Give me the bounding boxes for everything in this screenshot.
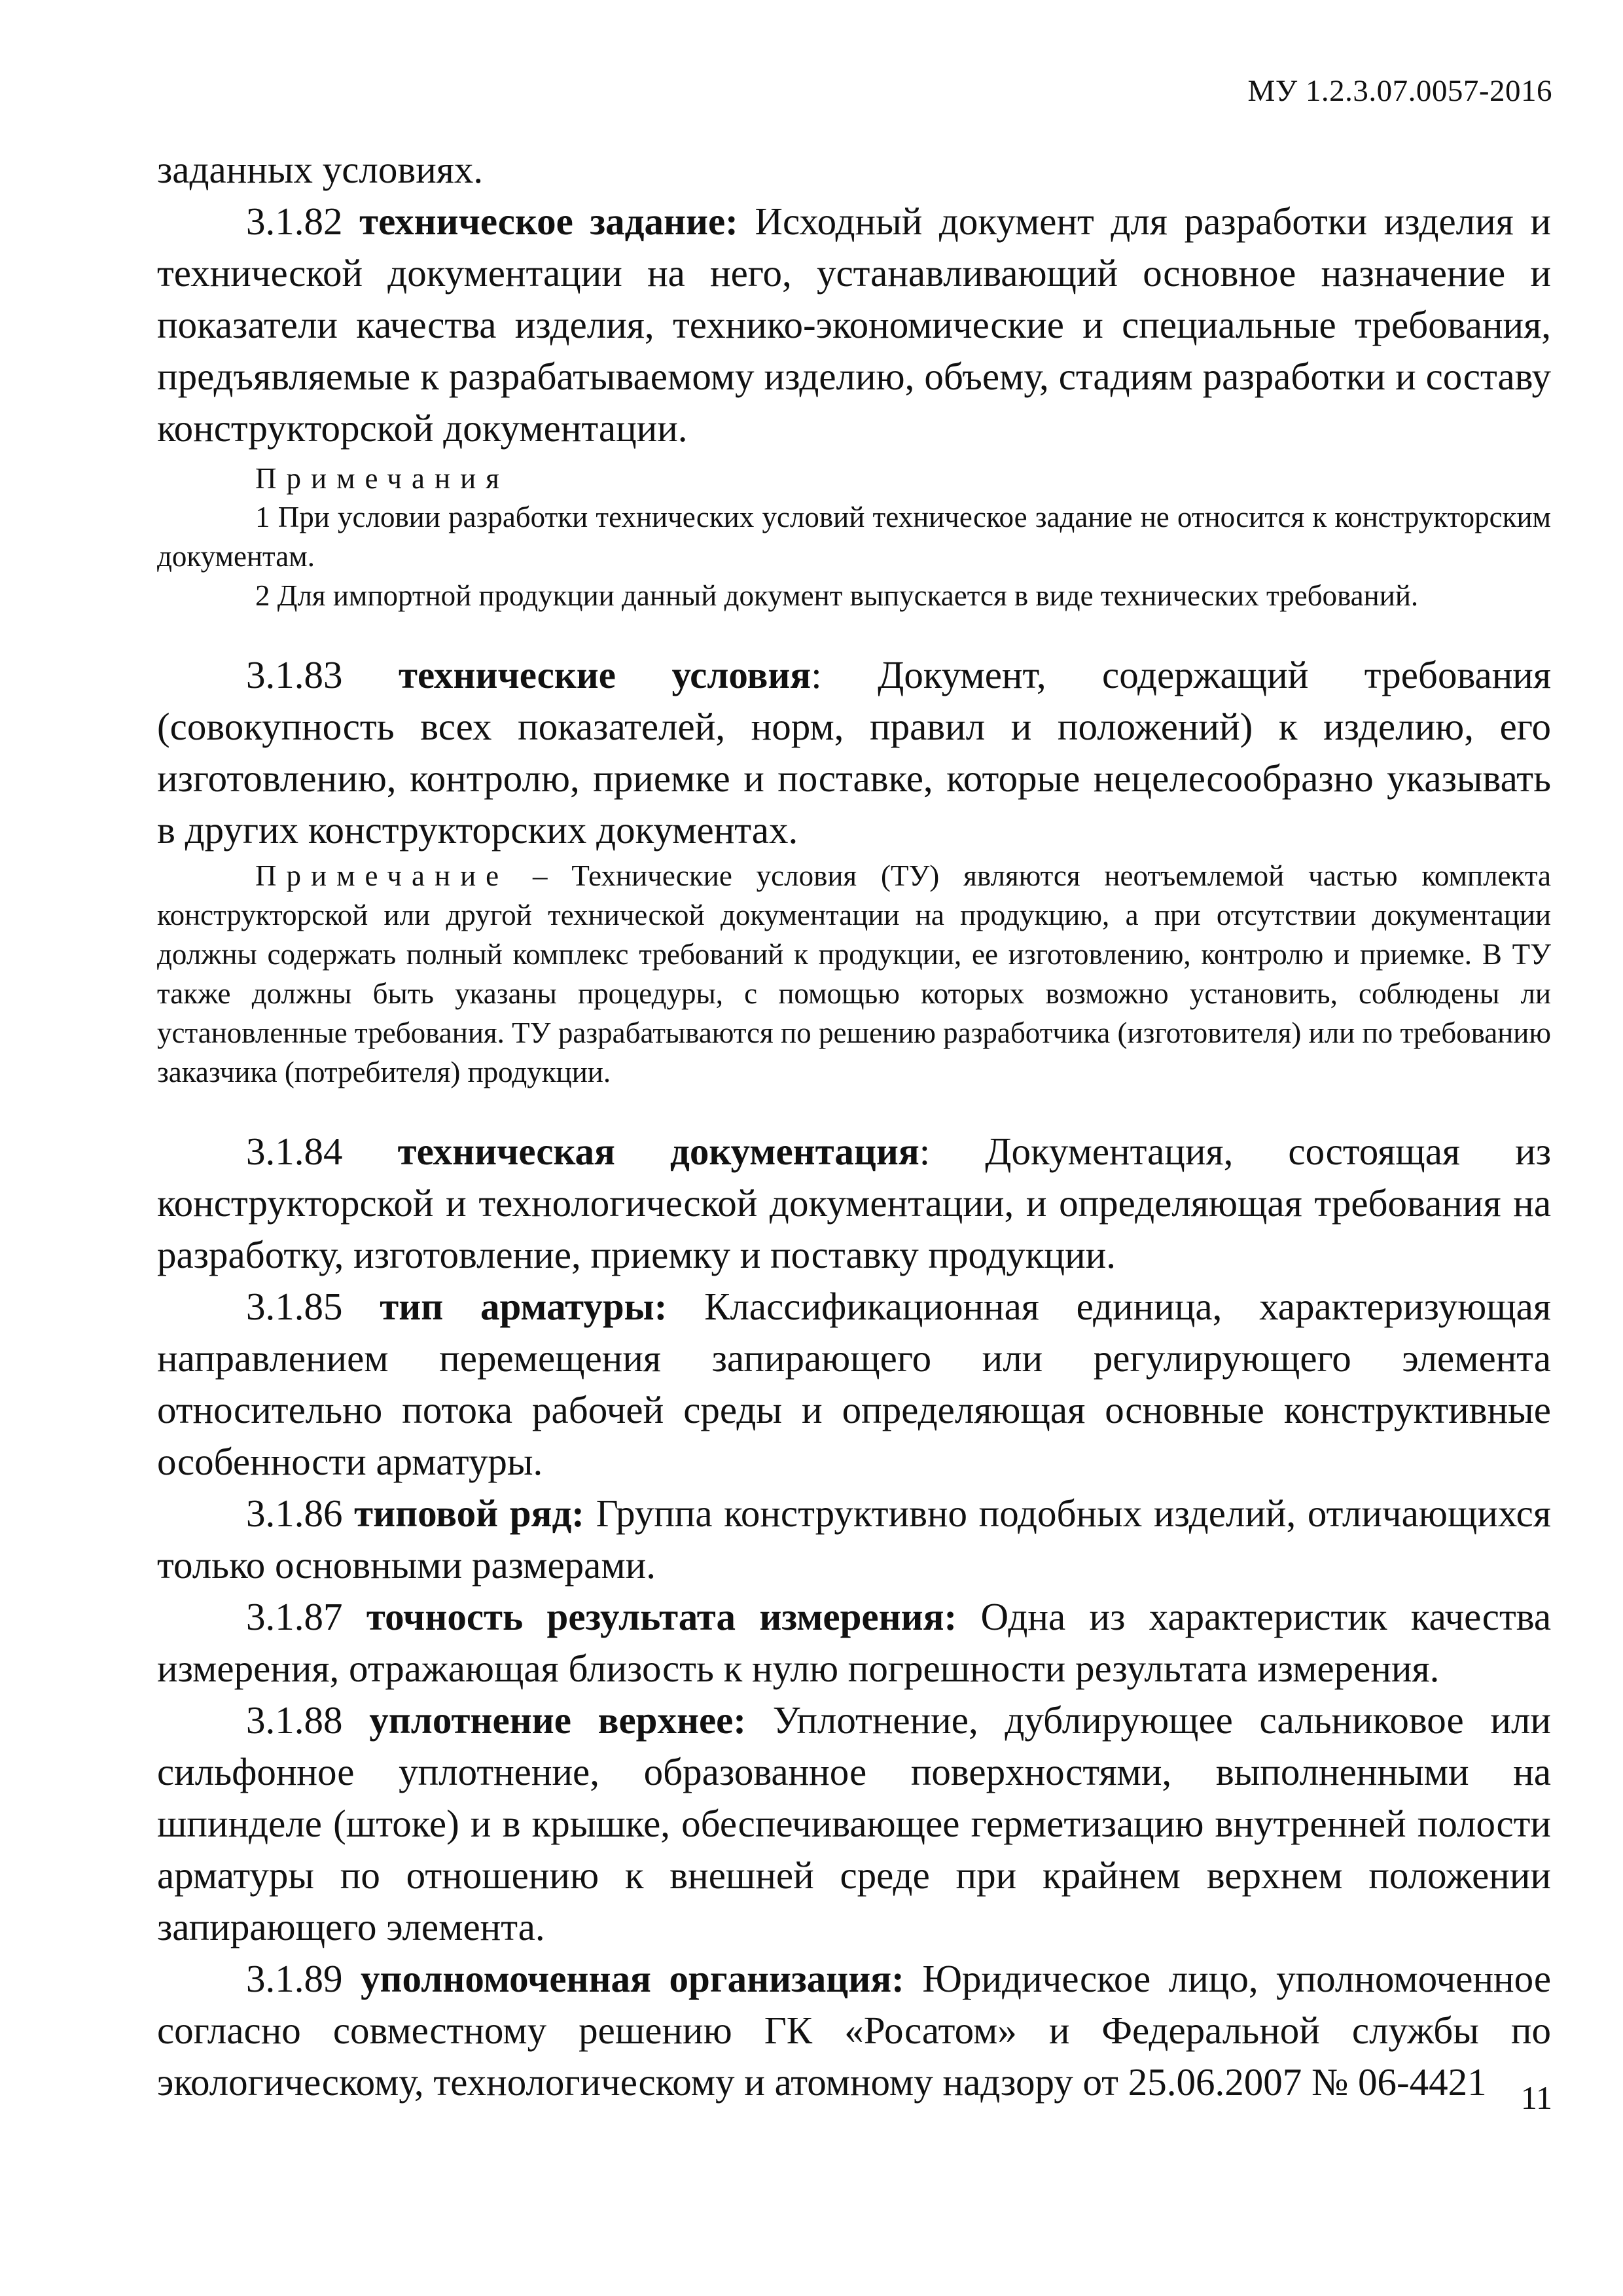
- spacer: [157, 1092, 1551, 1126]
- term-name: тип арматуры:: [380, 1285, 668, 1328]
- term-number: 3.1.89: [246, 1957, 343, 2000]
- term-3-1-84: [157, 1126, 1551, 1281]
- term-number: 3.1.83: [246, 653, 343, 696]
- term-number: 3.1.86: [246, 1492, 343, 1535]
- note-text: – Технические условия (ТУ) являются неотъемлемой частью комплекта конструкторской или другой технической документации на продукцию, а при отсутствии документации должны содержать полный комплекс требований к продукции, ее изготовлению, контролю и приемке. В ТУ также должны быть указаны процедуры, с помощью которых возможно установить, соблюдены ли установленные требования. ТУ разрабатываются по решению разработчика (изготовителя) или по требованию заказчика (потребителя) продукции.: [157, 859, 1552, 1088]
- term-3-1-86: [157, 1488, 1551, 1591]
- term-name: техническое задание:: [359, 200, 738, 243]
- term-3-1-89: [157, 1953, 1551, 2108]
- term-name: точность результата измерения:: [366, 1595, 957, 1638]
- term-definition: : Документ, содержащий требования (совокупность всех показателей, норм, правил и положений) к изделию, его изготовлению, контролю, приемке и поставке, которые нецелесообразно указывать в других конструкторских документах.: [157, 653, 1551, 852]
- spacer: [157, 615, 1551, 649]
- term-3-1-82: [157, 196, 1551, 454]
- term-number: 3.1.88: [246, 1698, 343, 1742]
- term-3-1-88: [157, 1695, 1551, 1953]
- term-definition: Юридическое лицо, уполномоченное согласно совместному решению ГК «Росатом» и Федеральной службы по экологическому, технологическому и атомному надзору от 25.06.2007 № 06-4421: [157, 1957, 1552, 2104]
- note-title: Примечание: [255, 859, 509, 892]
- term-number: 3.1.85: [246, 1285, 343, 1328]
- term-name: типовой ряд:: [354, 1492, 584, 1535]
- continuation-text: заданных условиях.: [157, 148, 484, 191]
- term-number: 3.1.82: [246, 200, 343, 243]
- term-name: технические условия: [398, 653, 812, 696]
- term-3-1-85: [157, 1281, 1551, 1488]
- term-number: 3.1.87: [246, 1595, 343, 1638]
- note-item: 1 При условии разработки технических условий техническое задание не относится к конструкторским документам.: [157, 501, 1551, 573]
- term-name: уплотнение верхнее:: [369, 1698, 746, 1742]
- term-name: техническая документация: [397, 1130, 919, 1173]
- term-number: 3.1.84: [246, 1130, 343, 1173]
- term-definition: Уплотнение, дублирующее сальниковое или сильфонное уплотнение, образованное поверхностями, выполненными на шпинделе (штоке) и в крышке, обеспечивающее герметизацию внутренней полости арматуры по отношению к внешней среде при крайнем верхнем положении запирающего элемента.: [157, 1698, 1552, 1948]
- term-definition: : Документация, состоящая из конструкторской и технологической документации, и определяющая требования на разработку, изготовление, приемку и поставку продукции.: [157, 1130, 1552, 1276]
- term-3-1-83: [157, 649, 1551, 856]
- notes-title: Примечания: [255, 462, 509, 495]
- note-item: 2 Для импортной продукции данный документ выпускается в виде технических требований.: [255, 579, 1419, 612]
- term-name: уполномоченная организация:: [361, 1957, 904, 2000]
- term-definition: Одна из характеристик качества измерения, отражающая близость к нулю погрешности результата измерения.: [157, 1595, 1552, 1690]
- term-definition: Исходный документ для разработки изделия и технической документации на него, устанавливающий основное назначение и показатели качества изделия, технико-экономические и специальные требования, предъявляемые к разрабатываемому изделию, объему, стадиям разработки и составу конструкторской документации.: [157, 200, 1551, 450]
- page-number: 11: [1520, 2079, 1552, 2116]
- document-code: МУ 1.2.3.07.0057-2016: [1247, 74, 1552, 108]
- term-definition: Группа конструктивно подобных изделий, отличающихся только основными размерами.: [157, 1492, 1552, 1587]
- term-3-1-87: [157, 1591, 1551, 1695]
- document-body: [157, 144, 1551, 2108]
- term-definition: Классификационная единица, характеризующая направлением перемещения запирающего или регулирующего элемента относительно потока рабочей среды и определяющая основные конструктивные особенности арматуры.: [157, 1285, 1552, 1483]
- note-paragraph: [157, 856, 1551, 1092]
